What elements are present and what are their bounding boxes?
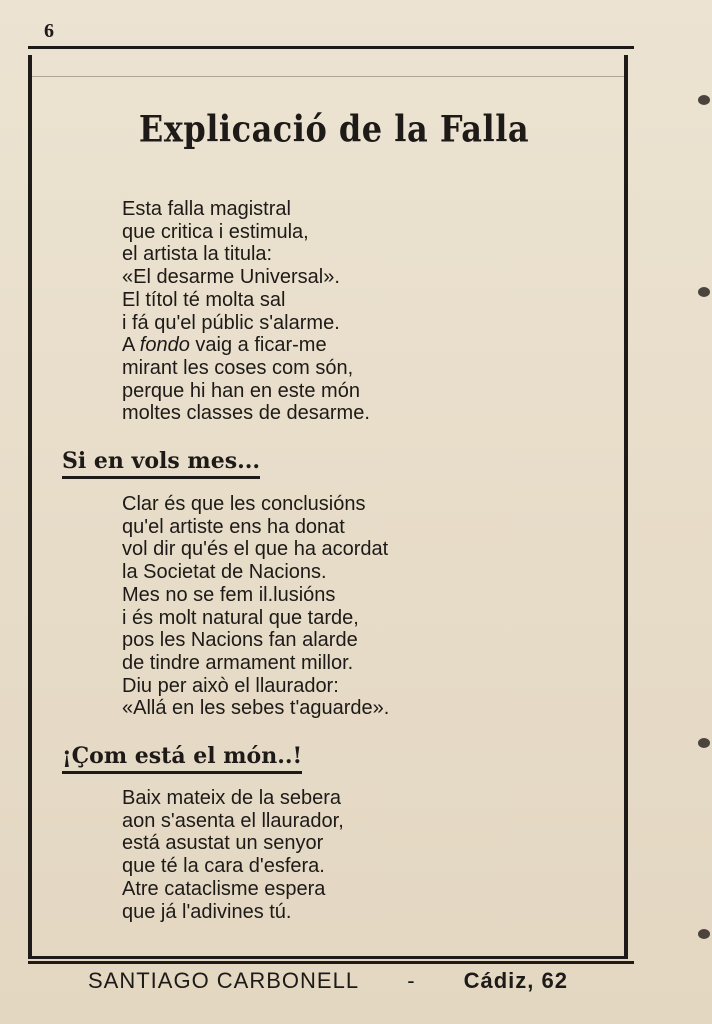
verse-line: que critica i estimula, (122, 220, 309, 243)
verse-line: El títol té molta sal (122, 288, 286, 311)
verse-line: de tindre armament millor. (122, 651, 354, 674)
verse-line: mirant les coses com són, (122, 356, 354, 379)
verse-line: está asustat un senyor (122, 832, 324, 855)
verse-line: la Societat de Nacions. (122, 561, 327, 584)
verse-line: Diu per això el llaurador: (122, 674, 339, 697)
verse-line (122, 334, 370, 357)
footer-address: Cádiz, 62 (463, 968, 568, 993)
stanza-3 (122, 787, 344, 923)
section-heading-com-esta-el-mon: ¡Çom está el món..! (62, 743, 302, 774)
stanza-2 (122, 493, 389, 720)
verse-line: Baix mateix de la sebera (122, 787, 342, 809)
footer (88, 968, 568, 994)
verse-line: «El desarme Universal». (122, 266, 340, 289)
section-heading-si-en-vols-mes: Si en vols mes... (62, 448, 260, 479)
frame-top-line (32, 76, 624, 77)
footer-separator: - (407, 968, 416, 993)
verse-line-prefix: A (122, 334, 140, 357)
verse-line: vol dir qu'és el que ha acordat (122, 538, 389, 561)
verse-line: que já l'adivines tú. (122, 900, 292, 923)
verse-line: Esta falla magistral (122, 198, 291, 220)
verse-line: pos les Nacions fan alarde (122, 629, 358, 652)
top-rule (28, 46, 634, 49)
page-title: Explicació de la Falla (138, 107, 530, 151)
stanza-1 (122, 198, 370, 425)
verse-line: qu'el artiste ens ha donat (122, 515, 345, 538)
verse-line: «Allá en les sebes t'aguarde». (122, 697, 390, 720)
verse-line: perque hi han en este món (122, 379, 360, 402)
footer-rule (28, 961, 634, 964)
verse-line: i fá qu'el públic s'alarme. (122, 311, 340, 334)
footer-name: SANTIAGO CARBONELL (88, 968, 360, 993)
verse-line: aon s'asenta el llaurador, (122, 809, 344, 832)
binding-hole (698, 929, 710, 939)
page-number: 6 (44, 20, 54, 42)
binding-hole (698, 287, 710, 297)
verse-line: que té la cara d'esfera. (122, 855, 325, 878)
verse-line-rest: vaig a ficar-me (195, 334, 327, 357)
verse-line: Atre cataclisme espera (122, 877, 326, 900)
verse-line: el artista la titula: (122, 243, 273, 266)
verse-line: moltes classes de desarme. (122, 402, 370, 425)
binding-hole (698, 95, 710, 105)
binding-hole (698, 738, 710, 748)
verse-line: Clar és que les conclusións (122, 493, 366, 515)
italic-word: fondo (139, 334, 190, 357)
verse-line: Mes no se fem il.lusións (122, 583, 336, 606)
verse-line: i és molt natural que tarde, (122, 606, 359, 629)
